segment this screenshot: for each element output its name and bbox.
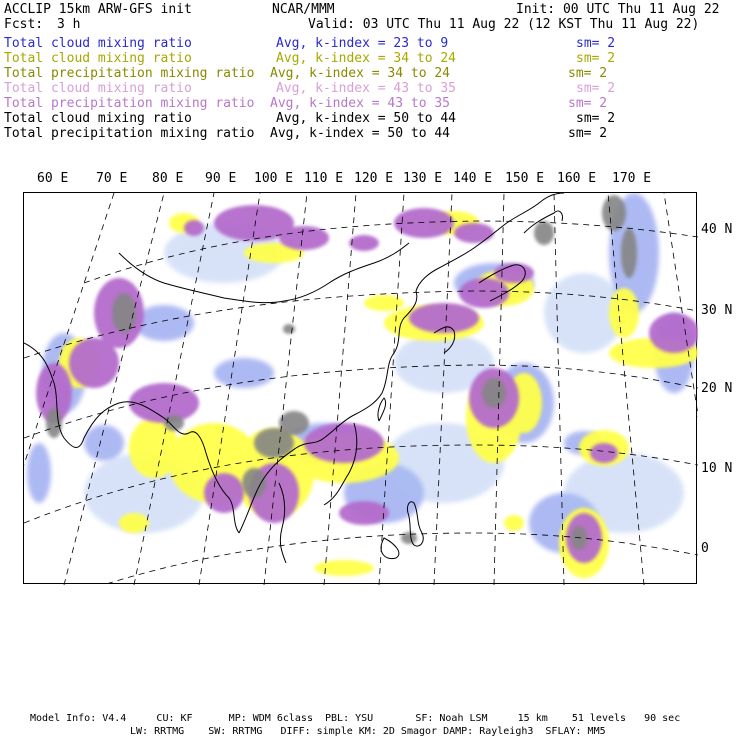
legend-range-6: Avg, k-index = 50 to 44	[276, 111, 457, 126]
legend-range-4: Avg, k-index = 43 to 35	[276, 81, 457, 96]
map-panel	[23, 192, 697, 584]
legend-range-3: Avg, k-index = 34 to 24	[270, 66, 451, 81]
legend-sm-5: sm= 2	[568, 96, 608, 111]
lon-label-70e: 70 E	[96, 171, 128, 186]
legend-sm-1: sm= 2	[576, 36, 616, 51]
legend-range-2: Avg, k-index = 34 to 24	[276, 51, 457, 66]
legend-range-5: Avg, k-index = 43 to 35	[270, 96, 451, 111]
lon-label-150e: 150 E	[505, 171, 545, 186]
model-info-line2: LW: RRTMG SW: RRTMG DIFF: simple KM: 2D Smagor DAMP: Rayleigh3 SFLAY: MM5	[130, 726, 606, 737]
lon-label-170e: 170 E	[612, 171, 652, 186]
lon-label-140e: 140 E	[453, 171, 493, 186]
lat-label-10n: 10 N	[701, 461, 733, 476]
legend-sm-6: sm= 2	[576, 111, 616, 126]
legend-name-7: Total precipitation mixing ratio	[4, 126, 255, 141]
legend-name-1: Total cloud mixing ratio	[4, 36, 192, 51]
forecast-hour: 3 h	[57, 17, 81, 32]
legend-sm-7: sm= 2	[568, 126, 608, 141]
forecast-label: Fcst:	[4, 17, 44, 32]
lon-label-90e: 90 E	[205, 171, 237, 186]
legend-sm-2: sm= 2	[576, 51, 616, 66]
lon-label-160e: 160 E	[557, 171, 597, 186]
lat-label-40n: 40 N	[701, 222, 733, 237]
legend-name-6: Total cloud mixing ratio	[4, 111, 192, 126]
valid-time: Valid: 03 UTC Thu 11 Aug 22 (12 KST Thu 11 Aug 22)	[308, 17, 700, 32]
lat-label-0: 0	[701, 541, 709, 556]
lon-label-120e: 120 E	[354, 171, 394, 186]
legend-name-2: Total cloud mixing ratio	[4, 51, 192, 66]
lon-label-80e: 80 E	[152, 171, 184, 186]
legend-range-7: Avg, k-index = 50 to 44	[270, 126, 451, 141]
lon-label-100e: 100 E	[254, 171, 294, 186]
model-info-line1: Model Info: V4.4 CU: KF MP: WDM 6class PBL: YSU SF: Noah LSM 15 km 51 levels 90 sec	[30, 713, 681, 724]
model-title: ACCLIP 15km ARW-GFS init	[4, 2, 192, 17]
lat-label-20n: 20 N	[701, 381, 733, 396]
lon-label-130e: 130 E	[403, 171, 443, 186]
lat-label-30n: 30 N	[701, 303, 733, 318]
lon-label-110e: 110 E	[304, 171, 344, 186]
legend-name-3: Total precipitation mixing ratio	[4, 66, 255, 81]
lon-label-60e: 60 E	[37, 171, 69, 186]
legend-sm-4: sm= 2	[576, 81, 616, 96]
init-time: Init: 00 UTC Thu 11 Aug 22	[516, 2, 720, 17]
legend-name-4: Total cloud mixing ratio	[4, 81, 192, 96]
org-label: NCAR/MMM	[272, 2, 335, 17]
legend-name-5: Total precipitation mixing ratio	[4, 96, 255, 111]
legend-sm-3: sm= 2	[568, 66, 608, 81]
legend-range-1: Avg, k-index = 23 to 9	[276, 36, 449, 51]
map-canvas	[24, 193, 698, 585]
